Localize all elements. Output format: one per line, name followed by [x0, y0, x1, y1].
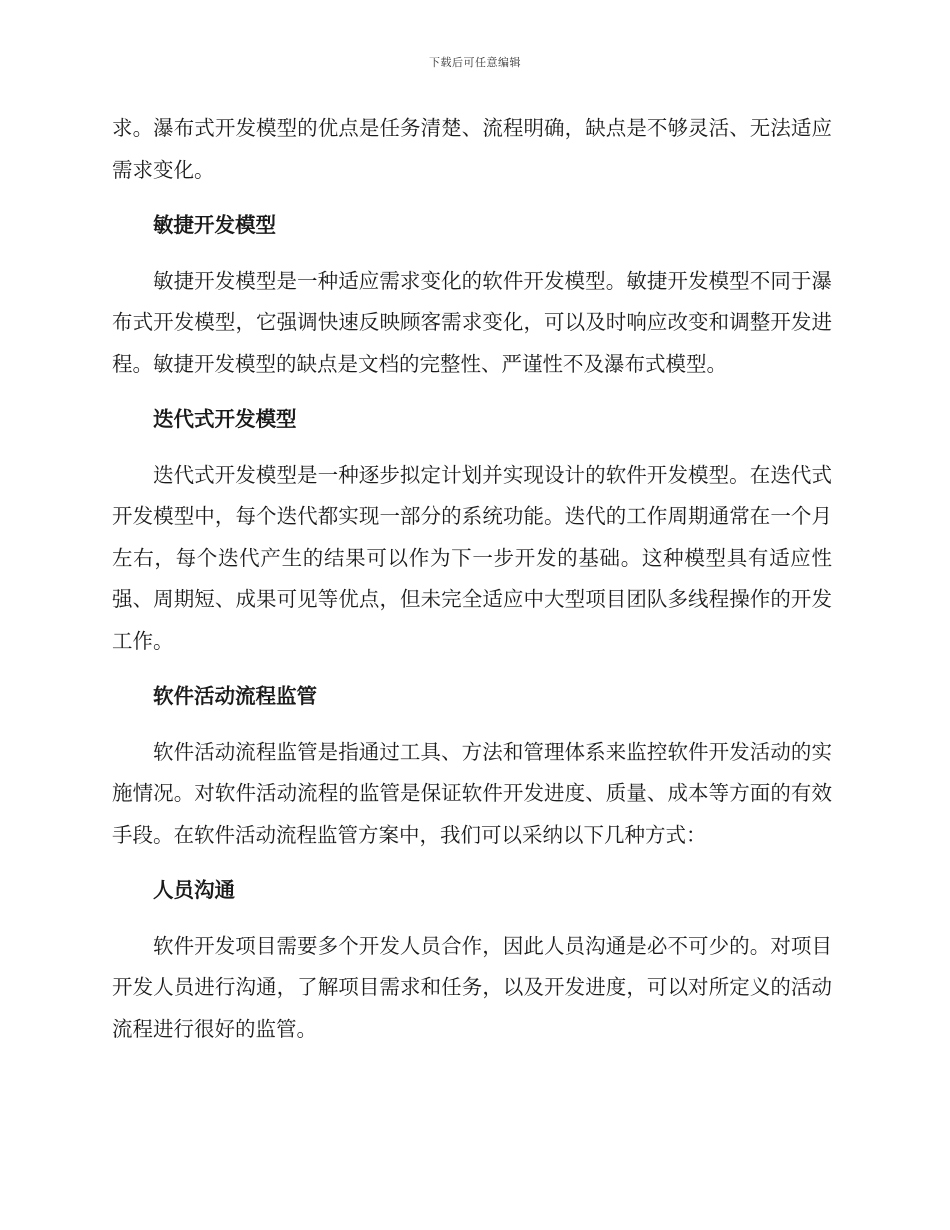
agile-paragraph: 敏捷开发模型是一种适应需求变化的软件开发模型。敏捷开发模型不同于瀑布式开发模型，它强调快速反映顾客需求变化，可以及时响应改变和调整开发进程。敏捷开发模型的缺点是文档的完整性、严谨性不及瀑布式模型。 [112, 268, 832, 376]
communication-paragraph: 软件开发项目需要多个开发人员合作，因此人员沟通是必不可少的。对项目开发人员进行沟通，了解项目需求和任务，以及开发进度，可以对所定义的活动流程进行很好的监管。 [112, 933, 832, 1041]
section-heading-monitoring: 软件活动流程监管 [153, 684, 317, 708]
section-heading-agile: 敏捷开发模型 [153, 213, 276, 237]
document-body [112, 108, 832, 1050]
monitoring-paragraph: 软件活动流程监管是指通过工具、方法和管理体系来监控软件开发活动的实施情况。对软件活动流程的监管是保证软件开发进度、质量、成本等方面的有效手段。在软件活动流程监管方案中，我们可以采纳以下几种方式： [112, 739, 832, 847]
section-heading-communication: 人员沟通 [153, 878, 235, 902]
page-header: 下载后可任意编辑 [429, 56, 521, 69]
section-heading-iterative: 迭代式开发模型 [153, 407, 297, 431]
intro-paragraph: 求。瀑布式开发模型的优点是任务清楚、流程明确，缺点是不够灵活、无法适应需求变化。 [112, 116, 832, 182]
iterative-paragraph: 迭代式开发模型是一种逐步拟定计划并实现设计的软件开发模型。在迭代式开发模型中，每个迭代都实现一部分的系统功能。迭代的工作周期通常在一个月左右，每个迭代产生的结果可以作为下一步开发的基础。这种模型具有适应性强、周期短、成果可见等优点，但未完全适应中大型项目团队多线程操作的开发工作。 [112, 462, 832, 653]
